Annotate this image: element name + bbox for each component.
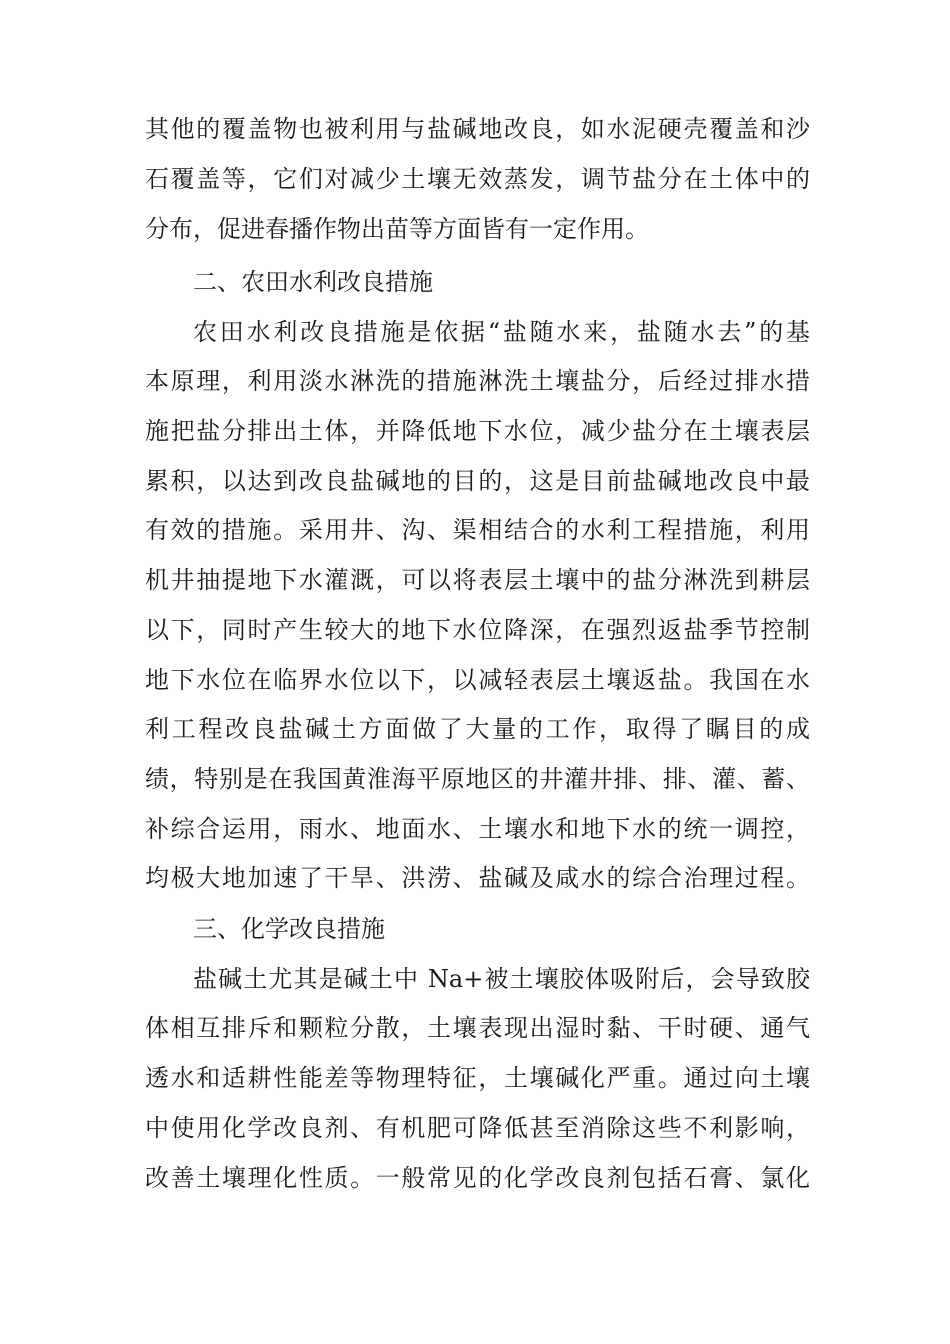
section-heading: 二、农田水利改良措施 xyxy=(193,268,433,296)
body-text-line: 累积，以达到改良盐碱地的目的，这是目前盐碱地改良中最 xyxy=(145,467,810,495)
body-text-line: 均极大地加速了干旱、洪涝、盐碱及咸水的综合治理过程。 xyxy=(145,864,810,892)
body-text-line: 施把盐分排出土体，并降低地下水位，减少盐分在土壤表层 xyxy=(145,417,810,445)
body-text-line: 其他的覆盖物也被利用与盐碱地改良，如水泥硬壳覆盖和沙 xyxy=(145,115,810,143)
body-text-line: 机井抽提地下水灌溉，可以将表层土壤中的盐分淋洗到耕层 xyxy=(145,566,810,594)
body-text-line: 补综合运用，雨水、地面水、土壤水和地下水的统一调控， xyxy=(145,815,810,843)
body-text-line: 利工程改良盐碱土方面做了大量的工作，取得了瞩目的成 xyxy=(145,715,810,743)
body-text-line: 石覆盖等，它们对减少土壤无效蒸发，调节盐分在土体中的 xyxy=(145,165,810,193)
body-text-line: 有效的措施。采用井、沟、渠相结合的水利工程措施，利用 xyxy=(145,516,810,544)
body-text-line: 改善土壤理化性质。一般常见的化学改良剂包括石膏、氯化 xyxy=(145,1164,810,1192)
section-heading: 三、化学改良措施 xyxy=(193,915,385,943)
body-text-line: 盐碱土尤其是碱土中 Na+被土壤胶体吸附后，会导致胶 xyxy=(193,965,810,993)
body-text-line: 中使用化学改良剂、有机肥可降低甚至消除这些不利影响， xyxy=(145,1114,810,1142)
body-text-line: 农田水利改良措施是依据“盐随水来，盐随水去”的基 xyxy=(193,318,810,346)
body-text-line: 以下，同时产生较大的地下水位降深，在强烈返盐季节控制 xyxy=(145,616,810,644)
body-text-line: 绩，特别是在我国黄淮海平原地区的井灌井排、排、灌、蓄、 xyxy=(145,765,810,793)
body-text-line: 本原理，利用淡水淋洗的措施淋洗土壤盐分，后经过排水措 xyxy=(145,367,810,395)
body-text-line: 地下水位在临界水位以下，以减轻表层土壤返盐。我国在水 xyxy=(145,666,810,694)
body-text-line: 体相互排斥和颗粒分散，土壤表现出湿时黏、干时硬、通气 xyxy=(145,1014,810,1042)
body-text-line: 分布，促进春播作物出苗等方面皆有一定作用。 xyxy=(145,215,649,243)
body-text-line: 透水和适耕性能差等物理特征，土壤碱化严重。通过向土壤 xyxy=(145,1064,810,1092)
